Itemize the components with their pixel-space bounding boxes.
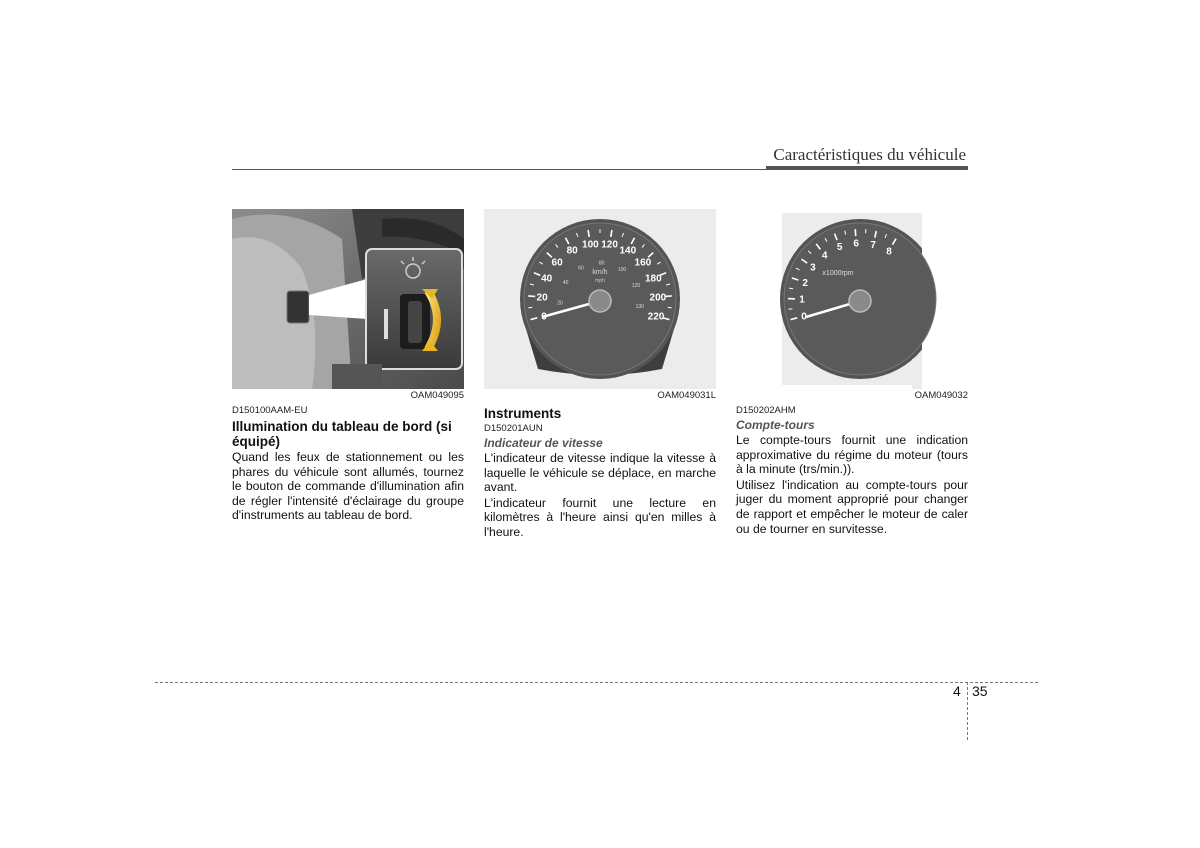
speed-label: 180	[644, 273, 662, 285]
rpm-label: 6	[853, 238, 859, 250]
mph-label: 130	[635, 304, 644, 310]
rpm-label: 8	[886, 246, 892, 258]
tachometer-hub	[849, 290, 871, 312]
speed-label: 200	[649, 292, 667, 304]
rpm-label: 2	[802, 277, 808, 289]
speed-label: 80	[566, 245, 578, 257]
figure-illumination-control	[232, 209, 464, 389]
subsection-heading: Compte-tours	[736, 418, 815, 432]
page-number: 35	[972, 683, 988, 699]
gauge-tick	[528, 296, 535, 297]
footer-rule	[155, 682, 1038, 683]
gauge-tick	[588, 230, 589, 237]
speed-label: 20	[536, 292, 548, 304]
paragraph: Quand les feux de stationnement ou les phares du véhicule sont allumés, tournez le bouton de commande d'illumination afin de régler l'intensité d'éclairage du groupe d'instruments au tableau de bord.	[232, 450, 464, 523]
figure-tachometer	[736, 209, 968, 389]
page-section-number: 4	[953, 683, 961, 699]
reference-code: D150100AAM-EU	[232, 405, 308, 416]
mph-label: 100	[617, 267, 627, 274]
speed-label: 140	[619, 245, 637, 257]
rpm-label: 7	[870, 240, 876, 251]
rpm-label: 0	[801, 311, 807, 323]
speedometer-illustration	[484, 209, 716, 389]
paragraph: L'indicateur de vitesse indique la vitesse à laquelle le véhicule se déplace, en marche avant.	[484, 451, 716, 495]
speed-unit-primary: km/h	[592, 269, 608, 276]
column-illumination	[232, 209, 464, 523]
reference-code: D150201AUN	[484, 423, 543, 434]
reference-code: D150202AHM	[736, 405, 796, 416]
rpm-label: 5	[836, 242, 843, 254]
figure-code: OAM049031L	[657, 390, 716, 401]
paragraph: Utilisez l'indication au compte-tours pour juger du moment approprié pour changer de rapport et empêcher le moteur de caler ou de tourner en survitesse.	[736, 477, 968, 536]
speedometer-hub	[589, 290, 611, 312]
mph-label: 80	[598, 260, 605, 267]
column-tachometer	[736, 209, 968, 536]
speed-label: 160	[634, 257, 652, 269]
section-heading: Instruments	[484, 406, 562, 421]
header-rule	[232, 169, 766, 170]
speed-label: 120	[601, 239, 618, 251]
chapter-title: Caractéristiques du véhicule	[773, 145, 966, 164]
tachometer-illustration	[736, 209, 968, 389]
illumination-control-illustration	[232, 209, 464, 389]
mph-label: 60	[578, 265, 584, 272]
column-speedometer	[484, 209, 716, 540]
speed-label: 220	[647, 311, 665, 323]
gauge-tick	[789, 288, 793, 289]
speed-label: 40	[541, 273, 553, 285]
speed-label: 100	[582, 239, 599, 251]
speed-label: 60	[551, 257, 563, 269]
figure-code: OAM049095	[410, 390, 464, 401]
speed-unit-secondary: mph	[595, 278, 605, 284]
tachometer-unit: x1000rpm	[822, 270, 854, 277]
section-heading: Illumination du tableau de bord (si équipé)	[232, 419, 452, 449]
figure-code: OAM049032	[914, 390, 968, 401]
footer-divider	[967, 682, 968, 740]
gauge-tick	[611, 230, 612, 237]
paragraph: L'indicateur fournit une lecture en kilomètres à l'heure ainsi qu'en milles à l'heure.	[484, 495, 716, 539]
paragraph: Le compte-tours fournit une indication approximative du régime du moteur (tours à la minute (trs/min.)).	[736, 433, 968, 477]
mph-label: 20	[557, 300, 563, 307]
mph-label: 40	[562, 280, 569, 286]
rpm-label: 1	[799, 294, 805, 306]
rpm-label: 3	[810, 262, 816, 274]
header-rule-accent	[766, 166, 968, 170]
rpm-label: 4	[821, 250, 828, 262]
subsection-heading: Indicateur de vitesse	[484, 436, 603, 450]
mph-label: 120	[631, 283, 641, 290]
figure-speedometer	[484, 209, 716, 389]
